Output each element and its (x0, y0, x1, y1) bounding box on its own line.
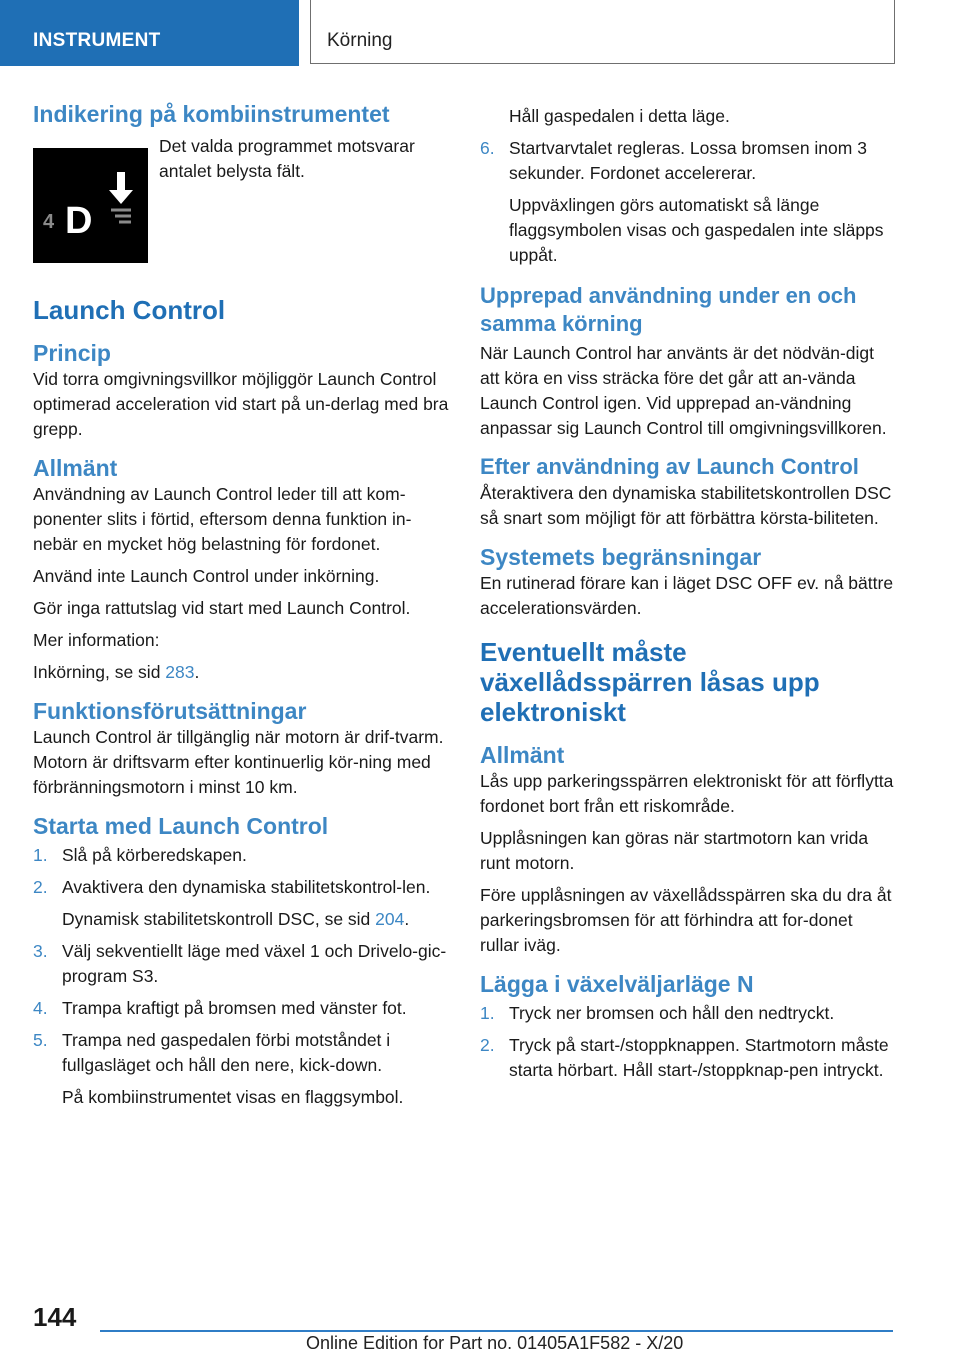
eventuellt-title: Eventuellt måste växellådsspärren låsas upp elektroniskt (480, 637, 820, 727)
indikering-heading: Indikering på kombiinstrumentet (33, 101, 390, 127)
efter-heading: Efter användning av Launch Control (480, 454, 859, 479)
step-number: 5. (33, 1030, 48, 1050)
ref-period: . (404, 909, 410, 929)
funktion-text: Launch Control är tillgänglig när motorn är drif-tvarm. Motorn är driftsvarm efter kontinuerlig kör-ning med förbränningsmotorn i minst 10 km. (33, 727, 444, 797)
step-number: 2. (33, 877, 48, 897)
system-heading: Systemets begränsningar (480, 544, 762, 570)
four-d-drivelogic-icon (33, 148, 148, 263)
allmant-paragraph-2: Använd inte Launch Control under inkörning. (33, 566, 380, 586)
indikering-section (33, 100, 450, 275)
allmant-2-paragraph-3: Före upplåsningen av växellådsspärren ska du dra åt parkeringsbromsen för att förhindra att for-donet rullar iväg. (480, 885, 892, 955)
list-item (480, 1033, 895, 1083)
step-5-note: På kombiinstrumentet visas en flaggsymbol. (62, 1087, 404, 1107)
step-6-note: Uppväxlingen görs automatiskt så länge flaggsymbolen visas och gaspedalen inte släpps uppåt. (509, 195, 884, 265)
header-chapter-box (310, 0, 895, 64)
step-text: Välj sekventiellt läge med växel 1 och Drivelo-gic-program S3. (62, 941, 447, 986)
funktion-heading: Funktionsförutsättningar (33, 698, 307, 724)
dsc-ref-text: Dynamisk stabilitetskontroll DSC, se sid (62, 909, 376, 929)
system-text: En rutinerad förare kan i läget DSC OFF ev. nå bättre accelerationsvärden. (480, 573, 894, 618)
allmant-2-paragraph-1: Lås upp parkeringsspärren elektroniskt för att förflytta fordonet bort från ett riskområde. (480, 771, 894, 816)
header-section-label: INSTRUMENT (33, 30, 161, 51)
princip-heading: Princip (33, 340, 111, 366)
header-section-tab (0, 0, 299, 66)
launch-control-title: Launch Control (33, 295, 226, 325)
list-item (33, 875, 450, 900)
upprepad-text: När Launch Control har använts är det nödvän-digt att köra en viss sträcka före det går att an-vända Launch Control igen. Vid upprepad an-vändning anpassar sig Launch Control till omgivningsvillkoren. (480, 343, 887, 438)
step-text: Avaktivera den dynamiska stabilitetskontrol-len. (62, 877, 431, 897)
allmant-2-heading: Allmänt (480, 742, 565, 768)
allmant-2-paragraph-2: Upplåsningen kan göras när startmotorn kan vrida runt motorn. (480, 828, 869, 873)
svg-text:D: D (65, 200, 93, 242)
svg-text:4: 4 (43, 211, 55, 233)
ref-period: . (194, 662, 200, 682)
step-text: Trampa ned gaspedalen förbi motståndet i fullgasläget och håll den nere, kick-down. (62, 1030, 391, 1075)
princip-text: Vid torra omgivningsvillkor möjliggör Launch Control optimerad acceleration vid start på un-derlag med bra grepp. (33, 369, 449, 439)
step-number: 3. (33, 941, 48, 961)
list-item (480, 136, 895, 186)
allmant-heading: Allmänt (33, 455, 118, 481)
step-text: Startvarvtalet regleras. Lossa bromsen inom 3 sekunder. Fordonet accelererar. (509, 138, 867, 183)
step-number: 4. (33, 998, 48, 1018)
step-text: Tryck på start-/stoppknappen. Startmotorn måste starta hörbart. Håll start-/stoppknap-pen intryckt. (509, 1035, 889, 1080)
footer-edition: Online Edition for Part no. 01405A1F582 - X/20 (306, 1333, 684, 1353)
list-item (33, 843, 450, 868)
list-item (33, 996, 450, 1021)
inkorning-ref-text: Inkörning, se sid (33, 662, 166, 682)
allmant-paragraph-3: Gör inga rattutslag vid start med Launch Control. (33, 598, 411, 618)
indikering-text: Det valda programmet motsvarar antalet belysta fält. (159, 136, 415, 181)
list-item (33, 1028, 450, 1078)
list-item (33, 939, 450, 989)
step-text: Tryck ner bromsen och håll den nedtryckt. (509, 1003, 835, 1023)
step-number: 6. (480, 138, 495, 158)
step-text: Trampa kraftigt på bromsen med vänster fot. (62, 998, 407, 1018)
starta-heading: Starta med Launch Control (33, 813, 329, 839)
step-number: 1. (33, 845, 48, 865)
allmant-paragraph-1: Användning av Launch Control leder till att kom-ponenter slits i förtid, eftersom denna funktion in-nebär en mycket hög belastning för fordonet. (33, 484, 412, 554)
page-link-283[interactable]: 283 (165, 662, 195, 682)
allmant-paragraph-4: Mer information: (33, 630, 160, 650)
list-item (480, 1001, 895, 1026)
left-column (33, 100, 450, 1110)
page-number: 144 (33, 1302, 77, 1332)
efter-text: Återaktivera den dynamiska stabilitetskontrollen DSC så snart som möjligt för att förbättra körsta-biliteten. (480, 483, 892, 528)
step-number: 2. (480, 1035, 495, 1055)
lagga-heading: Lägga i växelväljarläge N (480, 971, 754, 997)
continued-note: Håll gaspedalen i detta läge. (509, 106, 730, 126)
step-text: Slå på körberedskapen. (62, 845, 247, 865)
page-link-204[interactable]: 204 (375, 909, 405, 929)
step-number: 1. (480, 1003, 495, 1023)
right-column (480, 104, 895, 1083)
step-2-note (33, 907, 450, 932)
footer-divider (100, 1330, 893, 1332)
header-chapter-label: Körning (327, 30, 393, 51)
allmant-paragraph-5 (33, 660, 450, 685)
upprepad-heading: Upprepad användning under en och samma körning (480, 283, 857, 336)
